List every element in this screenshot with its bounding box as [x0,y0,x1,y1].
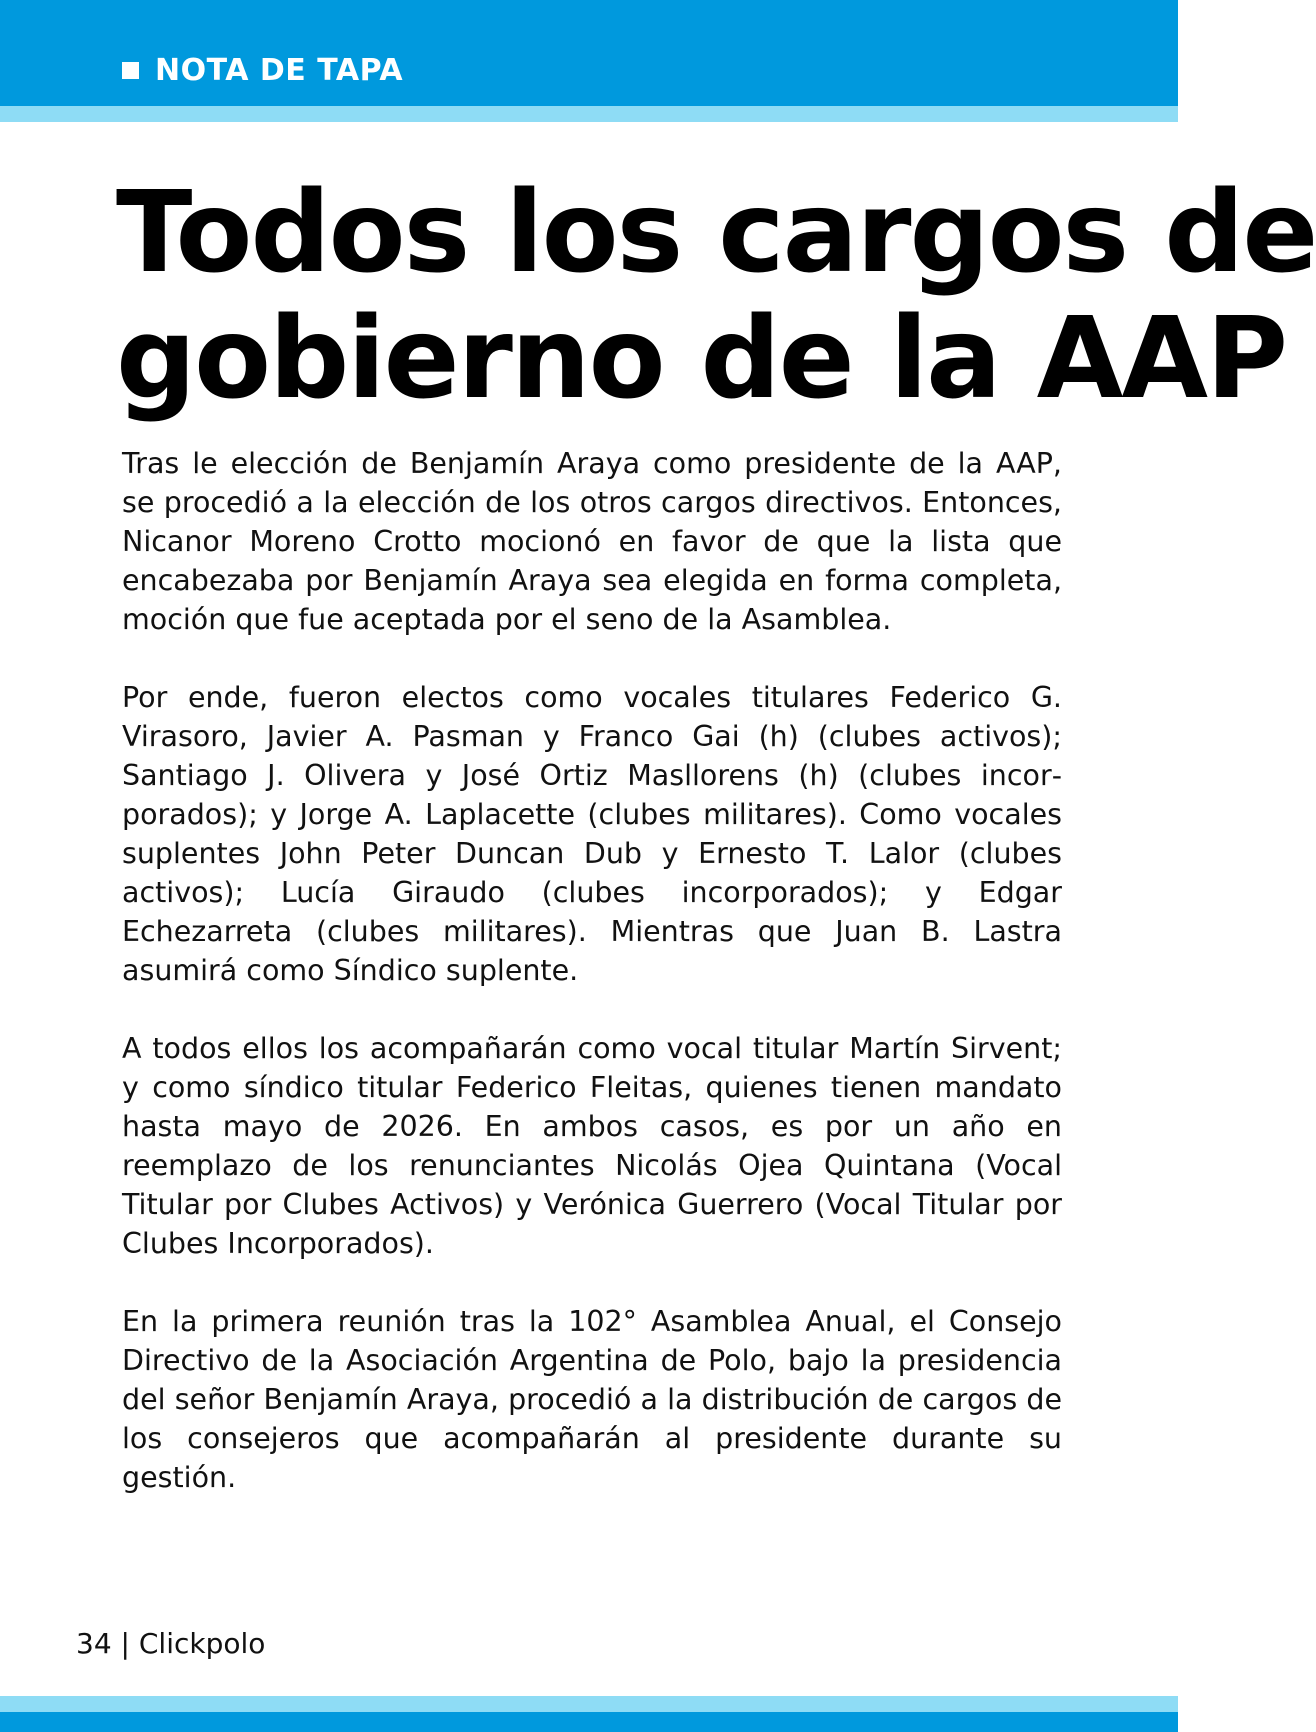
headline-line-2: gobierno de la AAP [116,294,1287,424]
header-stripe [0,106,1178,122]
page-folio: 34 | Clickpolo [76,1627,266,1660]
paragraph: A todos ellos los acompañarán como vocal titular Martín Sirvent; y como síndico titular Federico Fleitas, quienes tienen mandato hasta mayo de 2026. En ambos casos, es por un año en reemplazo de los renunciantes Nicolás Ojea Quintana (Vocal Titular por Clubes Activos) y Verónica Guerrero (Vocal Titular por Clubes Incorporados). [122,1032,1062,1260]
paragraph: En la primera reunión tras la 102° Asamblea Anual, el Consejo Directivo de la Asociación Argentina de Polo, bajo la presidencia del señor Benjamín Araya, procedió a la distribución de cargos de los consejeros que acompañarán al presidente durante su gestión. [122,1305,1062,1494]
headline-line-1: Todos los cargos de [116,168,1316,298]
paragraph: Por ende, fueron electos como vocales titulares Federico G. Virasoro, Javier A. Pasman y Franco Gai (h) (clubes activos); Santiago J. Olivera y José Ortiz Masllorens (h) (clubes incorporados); y Jorge A. Laplacette (clubes militares). Como vocales suplentes John Peter Duncan Dub y Ernesto T. Lalor (clubes activos); Lucía Giraudo (clubes incorporados); y Edgar Echezarreta (clubes militares). Mientras que Juan B. Lastra asumirá como Síndico suplente. [122,681,1062,987]
footer-stripe [0,1696,1178,1712]
paragraph: Tras le elección de Benjamín Araya como presidente de la AAP, se procedió a la elección de los otros cargos directivos. Entonces, Nicanor Moreno Crotto mocionó en favor de que la lista que encabezaba por Benjamín Araya sea elegida en forma completa, moción que fue aceptada por el seno de la Asamblea. [122,447,1062,636]
footer-bar [0,1712,1178,1732]
square-icon [122,62,139,79]
article-body [122,444,1062,1536]
section-label-text: NOTA DE TAPA [155,52,404,88]
section-label [122,48,403,92]
headline [116,168,1316,424]
